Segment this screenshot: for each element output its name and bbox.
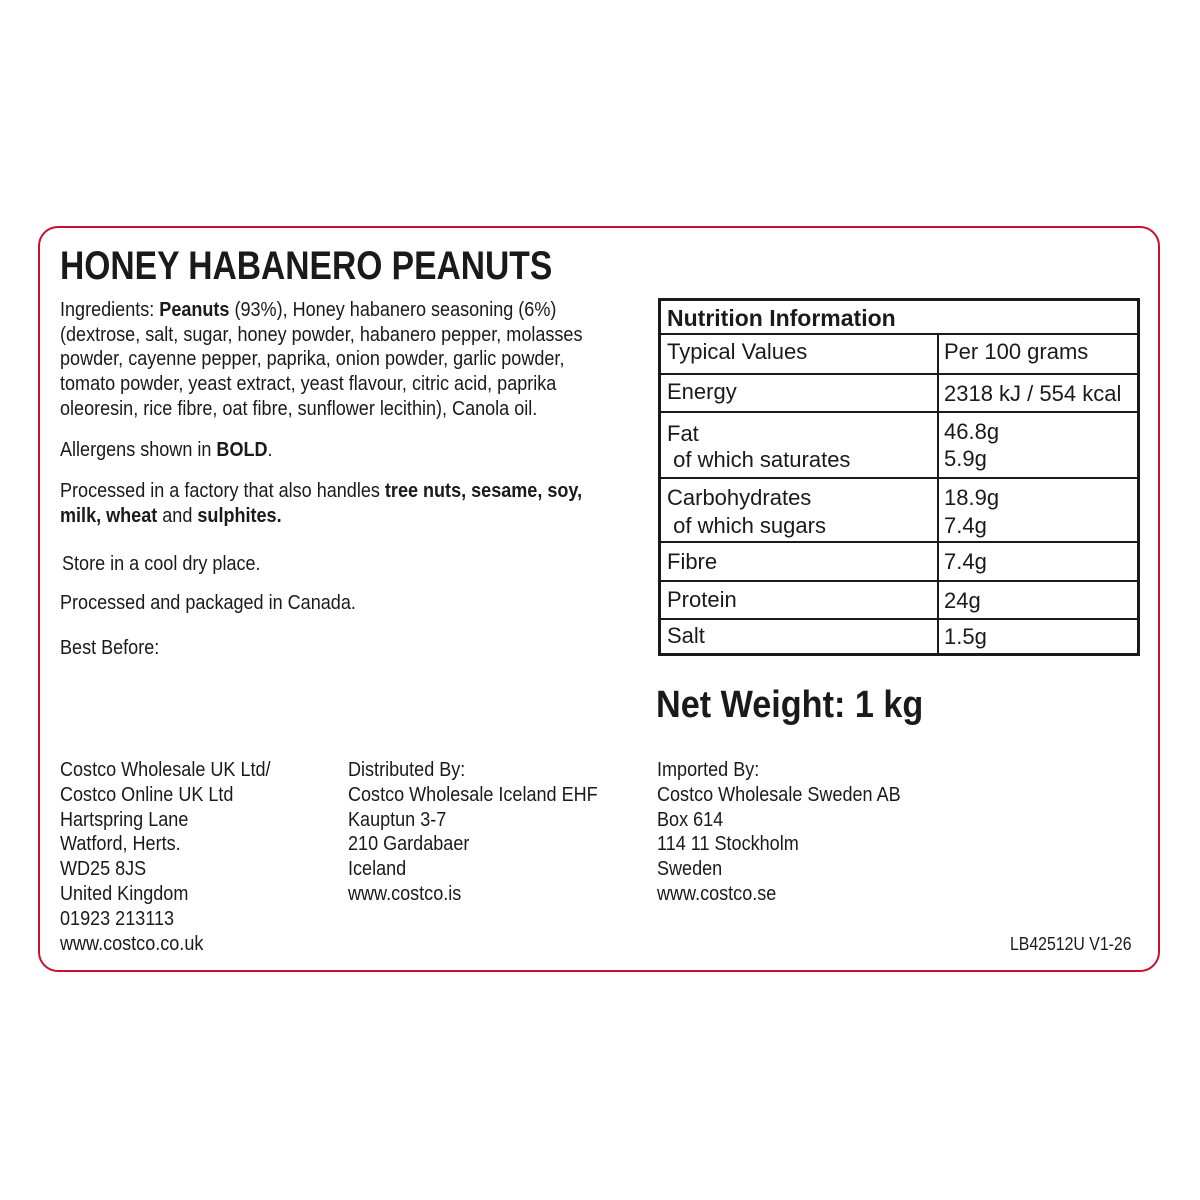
factory-line-1	[60, 479, 582, 504]
address-line: WD25 8JS	[60, 857, 147, 881]
row-value: 18.9g	[944, 485, 1000, 510]
row-sub-label: of which sugars	[667, 513, 826, 538]
row-value: 2318 kJ / 554 kcal	[944, 381, 1122, 406]
row-sub-value: 7.4g	[944, 513, 987, 538]
address-website: www.costco.se	[657, 881, 777, 905]
row-value: 46.8g	[944, 419, 1000, 444]
address-line: Iceland	[348, 857, 407, 881]
address-heading: Imported By:	[657, 758, 760, 781]
nutrition-heading: Nutrition Information	[667, 305, 896, 331]
address-line: United Kingdom	[60, 881, 189, 905]
address-line: Hartspring Lane	[60, 807, 189, 831]
address-line: Costco Online UK Ltd	[60, 782, 234, 806]
nutrition-table	[658, 298, 1140, 656]
factory-allergens-2: milk, wheat	[60, 503, 158, 527]
factory-line-2	[60, 504, 582, 529]
address-line: Costco Wholesale Sweden AB	[657, 782, 901, 806]
allergens-prefix: Allergens shown in	[60, 438, 217, 461]
factory-allergens-3: sulphites.	[197, 503, 282, 527]
address-uk	[60, 758, 271, 956]
address-website: www.costco.co.uk	[60, 931, 204, 955]
nutrition-row-protein	[661, 580, 1137, 618]
net-weight: Net Weight: 1 kg	[656, 684, 924, 726]
row-label: Salt	[667, 623, 705, 648]
ingredients-line-5: oleoresin, rice fibre, oat fibre, sunflower lecithin), Canola oil.	[60, 396, 538, 420]
row-value: 1.5g	[944, 624, 987, 649]
nutrition-row-fat	[661, 411, 1137, 477]
row-label: Protein	[667, 587, 737, 612]
ingredients-line-3: powder, cayenne pepper, paprika, onion powder, garlic powder,	[60, 347, 565, 371]
allergens-bold: BOLD	[216, 438, 268, 461]
product-title: HONEY HABANERO PEANUTS	[60, 244, 553, 288]
allergens-note	[60, 438, 273, 463]
allergens-suffix: .	[267, 438, 273, 461]
address-website: www.costco.is	[348, 881, 462, 905]
origin-note: Processed and packaged in Canada.	[60, 591, 356, 614]
address-line: 114 11 Stockholm	[657, 832, 799, 856]
nutrition-row-fibre	[661, 541, 1137, 580]
nutrition-header-row	[661, 333, 1137, 373]
ingredients-prefix: Ingredients:	[60, 298, 160, 321]
row-label: Fat	[667, 421, 699, 446]
row-label: Carbohydrates	[667, 485, 812, 510]
address-sweden	[657, 758, 901, 907]
row-sub-value: 5.9g	[944, 446, 987, 471]
nutrition-row-salt	[661, 618, 1137, 653]
row-value: 24g	[944, 588, 981, 613]
label-code: LB42512U V1-26	[1010, 934, 1132, 954]
factory-allergens-1: tree nuts, sesame, soy,	[384, 479, 583, 502]
nutrition-row-energy	[661, 373, 1137, 411]
address-line: Sweden	[657, 857, 723, 881]
factory-prefix: Processed in a factory that also handles	[60, 479, 385, 502]
factory-note	[60, 479, 582, 528]
ingredients-block	[60, 298, 582, 422]
col-label: Typical Values	[667, 339, 808, 364]
allergen-peanuts: Peanuts	[159, 298, 230, 321]
row-label: Fibre	[667, 549, 718, 574]
best-before: Best Before:	[60, 636, 160, 659]
address-heading: Distributed By:	[348, 758, 466, 781]
ingredients-line-4: tomato powder, yeast extract, yeast flavour, citric acid, paprika	[60, 372, 557, 396]
address-iceland	[348, 758, 598, 907]
ingredients-line-1-rest: (93%), Honey habanero seasoning (6%)	[229, 298, 557, 321]
nutrition-row-carbohydrates	[661, 477, 1137, 541]
address-line: Costco Wholesale UK Ltd/	[60, 758, 271, 781]
storage-note: Store in a cool dry place.	[62, 552, 261, 575]
ingredients-line-2: (dextrose, salt, sugar, honey powder, habanero pepper, molasses	[60, 322, 583, 346]
row-sub-label: of which saturates	[667, 447, 851, 472]
factory-and: and	[157, 503, 198, 527]
address-line: Watford, Herts.	[60, 832, 181, 856]
address-line: Costco Wholesale Iceland EHF	[348, 782, 598, 806]
ingredients-line-1	[60, 298, 582, 323]
address-line: Kauptun 3-7	[348, 807, 447, 831]
col-value: Per 100 grams	[944, 339, 1089, 364]
address-line: Box 614	[657, 807, 724, 831]
row-value: 7.4g	[944, 549, 987, 574]
address-line: 210 Gardabaer	[348, 832, 470, 856]
row-label: Energy	[667, 379, 737, 404]
address-phone: 01923 213113	[60, 906, 175, 930]
table-column-divider	[937, 335, 939, 653]
